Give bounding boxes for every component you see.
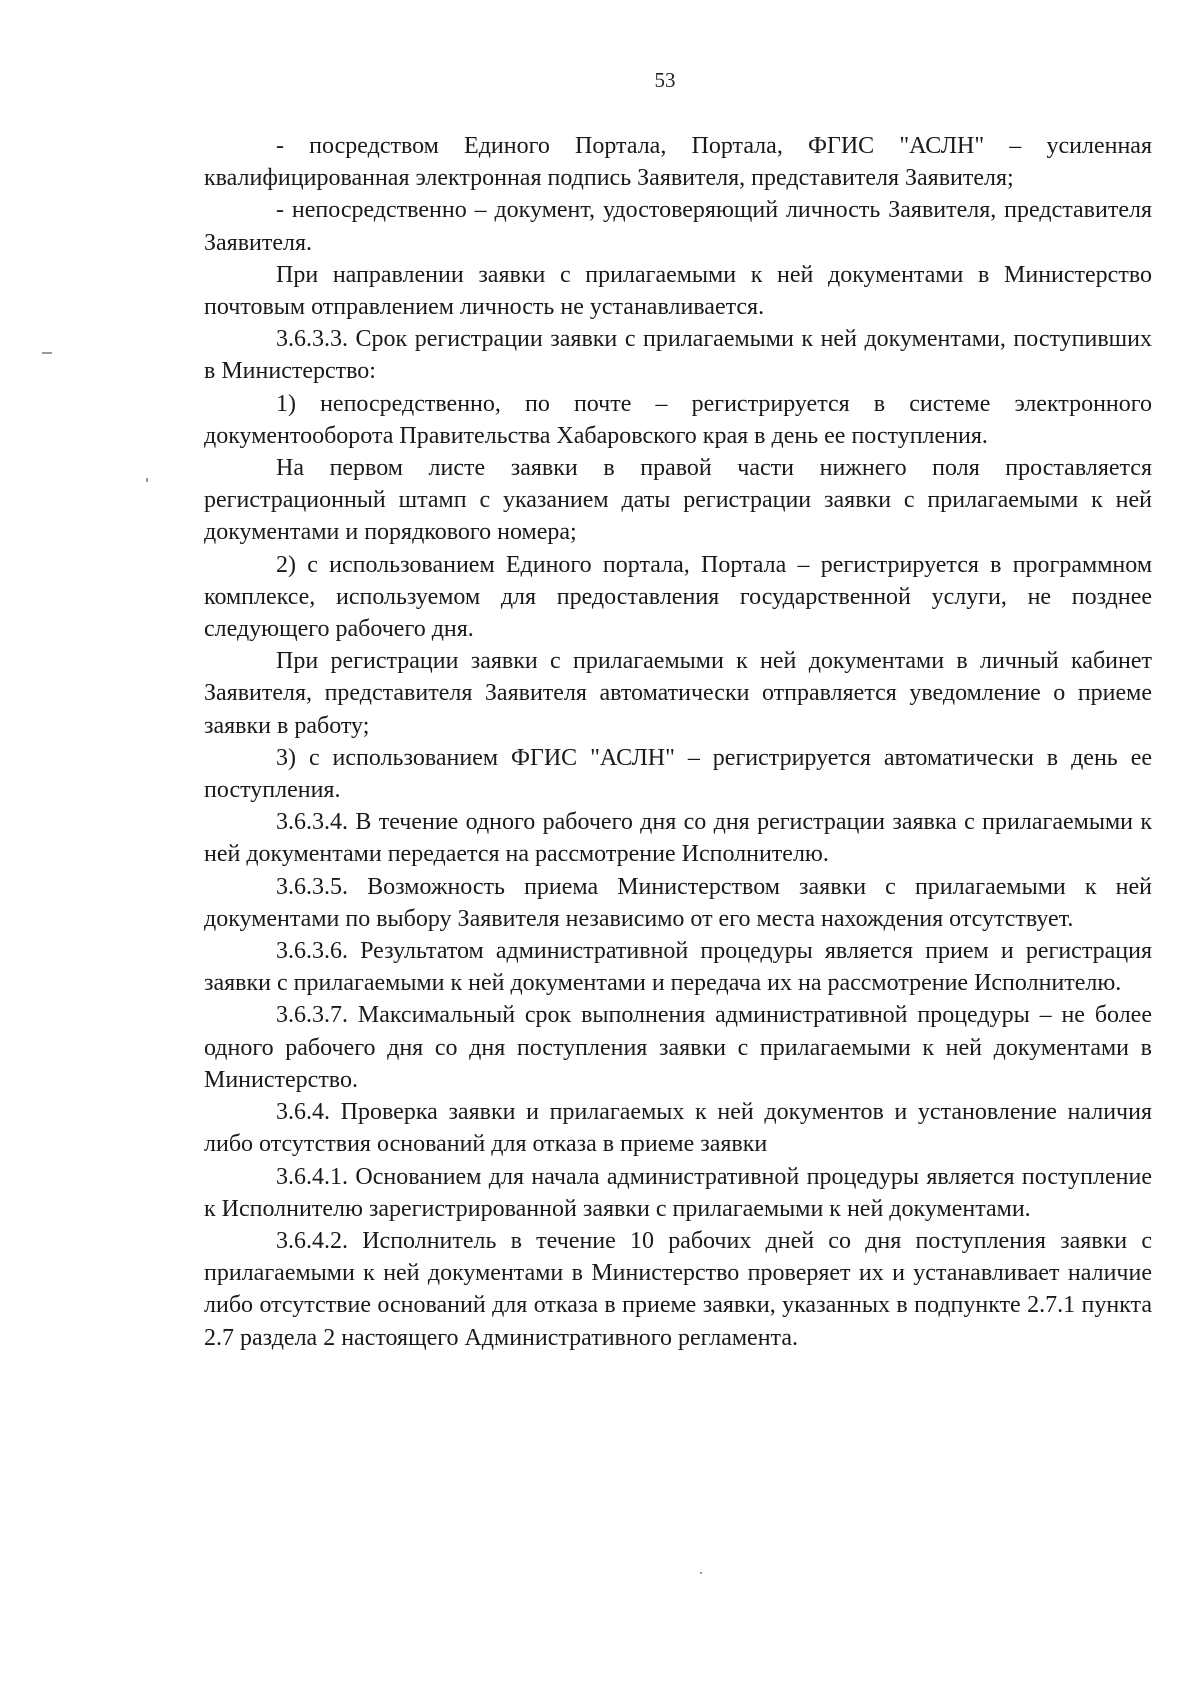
paragraph-registration-asln: 3) с использованием ФГИС "АСЛН" – регистрируется автоматически в день ее поступления.	[204, 744, 1152, 804]
paragraph-3-6-3-5: 3.6.3.5. Возможность приема Министерством заявки с прилагаемыми к ней документами по выбору Заявителя независимо от его места нахождения отсутствует.	[204, 873, 1152, 932]
paragraph-3-6-3-7: 3.6.3.7. Максимальный срок выполнения административной процедуры – не более одного рабочего дня со дня поступления заявки с прилагаемыми к ней документами в Министерство.	[204, 1002, 1152, 1093]
paragraph-cabinet-notification: При регистрации заявки с прилагаемыми к ней документами в личный кабинет Заявителя, представителя Заявителя автоматически отправляется уведомление о приеме заявки в работу;	[204, 648, 1152, 739]
paragraph-signature-portal: - посредством Единого Портала, Портала, ФГИС "АСЛН" – усиленная квалифицированная электронная подпись Заявителя, представителя Заявителя;	[204, 133, 1152, 192]
document-body	[204, 130, 1152, 1354]
paragraph-registration-portal: 2) с использованием Единого портала, Портала – регистрируется в программном комплексе, используемом для предоставления государственной услуги, не позднее следующего рабочего дня.	[204, 551, 1152, 643]
paragraph-3-6-3-4: 3.6.3.4. В течение одного рабочего дня со дня регистрации заявка с прилагаемыми к ней документами передается на рассмотрение Исполнителю.	[204, 809, 1152, 868]
paragraph-postal-identity: При направлении заявки с прилагаемыми к ней документами в Министерство почтовым отправлением личность не устанавливается.	[204, 261, 1152, 321]
scan-artifact-mark	[700, 1572, 702, 1574]
scan-artifact-mark	[146, 478, 148, 482]
section-heading-3-6-4: 3.6.4. Проверка заявки и прилагаемых к ней документов и установление наличия либо отсутствия оснований для отказа в приеме заявки	[204, 1099, 1152, 1158]
scan-artifact-mark	[42, 352, 52, 354]
paragraph-3-6-3-6: 3.6.3.6. Результатом административной процедуры является прием и регистрация заявки с прилагаемыми к ней документами и передача их на рассмотрение Исполнителю.	[204, 938, 1152, 997]
paragraph-3-6-4-2: 3.6.4.2. Исполнитель в течение 10 рабочих дней со дня поступления заявки с прилагаемыми к ней документами в Министерство проверяет их и устанавливает наличие либо отсутствие оснований для отказа в приеме заявки, указанных в подпункте 2.7.1 пункта 2.7 раздела 2 настоящего Административного регламента.	[204, 1227, 1152, 1351]
page-number: 53	[654, 68, 676, 92]
paragraph-3-6-4-1: 3.6.4.1. Основанием для начала административной процедуры является поступление к Исполнителю зарегистрированной заявки с прилагаемыми к ней документами.	[204, 1163, 1152, 1222]
paragraph-3-6-3-3: 3.6.3.3. Срок регистрации заявки с прилагаемыми к ней документами, поступивших в Министерство:	[204, 326, 1152, 385]
paragraph-registration-post: 1) непосредственно, по почте – регистрируется в системе электронного документооборота Правительства Хабаровского края в день ее поступления.	[204, 390, 1152, 449]
paragraph-signature-direct: - непосредственно – документ, удостоверяющий личность Заявителя, представителя Заявителя.	[204, 197, 1152, 256]
paragraph-registration-stamp: На первом листе заявки в правой части нижнего поля проставляется регистрационный штамп с указанием даты регистрации заявки с прилагаемыми к ней документами и порядкового номера;	[204, 455, 1152, 546]
